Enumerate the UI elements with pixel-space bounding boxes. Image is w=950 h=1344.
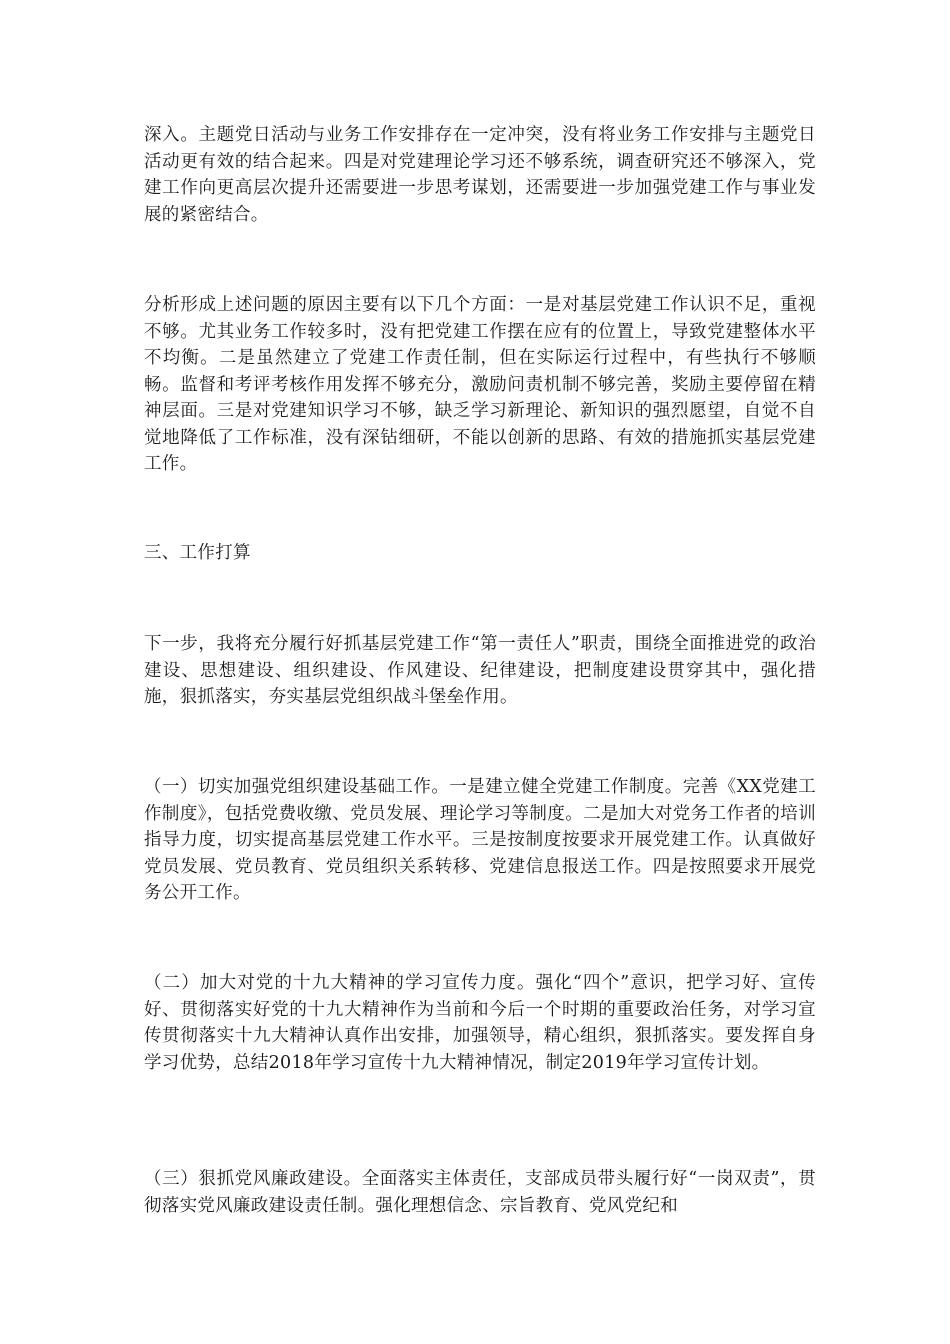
section-heading-work-plan: 三、工作打算 <box>144 543 251 563</box>
paragraph-item-one: （一）切实加强党组织建设基础工作。一是建立健全党建工作制度。完善《XX党建工作制度》，包括党费收缴、党员发展、理论学习等制度。二是加大对党务工作者的培训指导力度，切实提高基层党建工作水平。三是按制度按要求开展党建工作。认真做好党员发展、党员教育、党员组织关系转移、党建信息报送工作。四是按照要求开展党务公开工作。 <box>144 777 816 903</box>
paragraph-next-steps: 下一步，我将充分履行好抓基层党建工作“第一责任人”职责，围绕全面推进党的政治建设、思想建设、组织建设、作风建设、纪律建设，把制度建设贯穿其中，强化措施，狠抓落实，夯实基层党组织战斗堡垒作用。 <box>144 634 816 707</box>
paragraph-cause-analysis: 分析形成上述问题的原因主要有以下几个方面：一是对基层党建工作认识不足，重视不够。尤其业务工作较多时，没有把党建工作摆在应有的位置上，导致党建整体水平不均衡。二是虽然建立了党建工作责任制，但在实际运行过程中，有些执行不够顺畅。监督和考评考核作用发挥不够充分，激励问责机制不够完善，奖励主要停留在精神层面。三是对党建知识学习不够，缺乏学习新理论、新知识的强烈愿望，自觉不自觉地降低了工作标准，没有深钻细研，不能以创新的思路、有效的措施抓实基层党建工作。 <box>144 295 816 474</box>
paragraph-item-three: （三）狠抓党风廉政建设。全面落实主体责任，支部成员带头履行好“一岗双责”，贯彻落实党风廉政建设责任制。强化理想信念、宗旨教育、党风党纪和 <box>144 1169 816 1216</box>
paragraph-item-two: （二）加大对党的十九大精神的学习宣传力度。强化“四个”意识，把学习好、宣传好、贯彻落实好党的十九大精神作为当前和今后一个时期的重要政治任务，对学习宣传贯彻落实十九大精神认真作出安排，加强领导，精心组织，狠抓落实。要发挥自身学习优势，总结2018年学习宣传十九大精神情况，制定2019年学习宣传计划。 <box>144 973 816 1073</box>
paragraph-problems-continued: 深入。主题党日活动与业务工作安排存在一定冲突，没有将业务工作安排与主题党日活动更有效的结合起来。四是对党建理论学习还不够系统，调查研究还不够深入，党建工作向更高层次提升还需要进一步思考谋划，还需要进一步加强党建工作与事业发展的紧密结合。 <box>144 125 816 225</box>
